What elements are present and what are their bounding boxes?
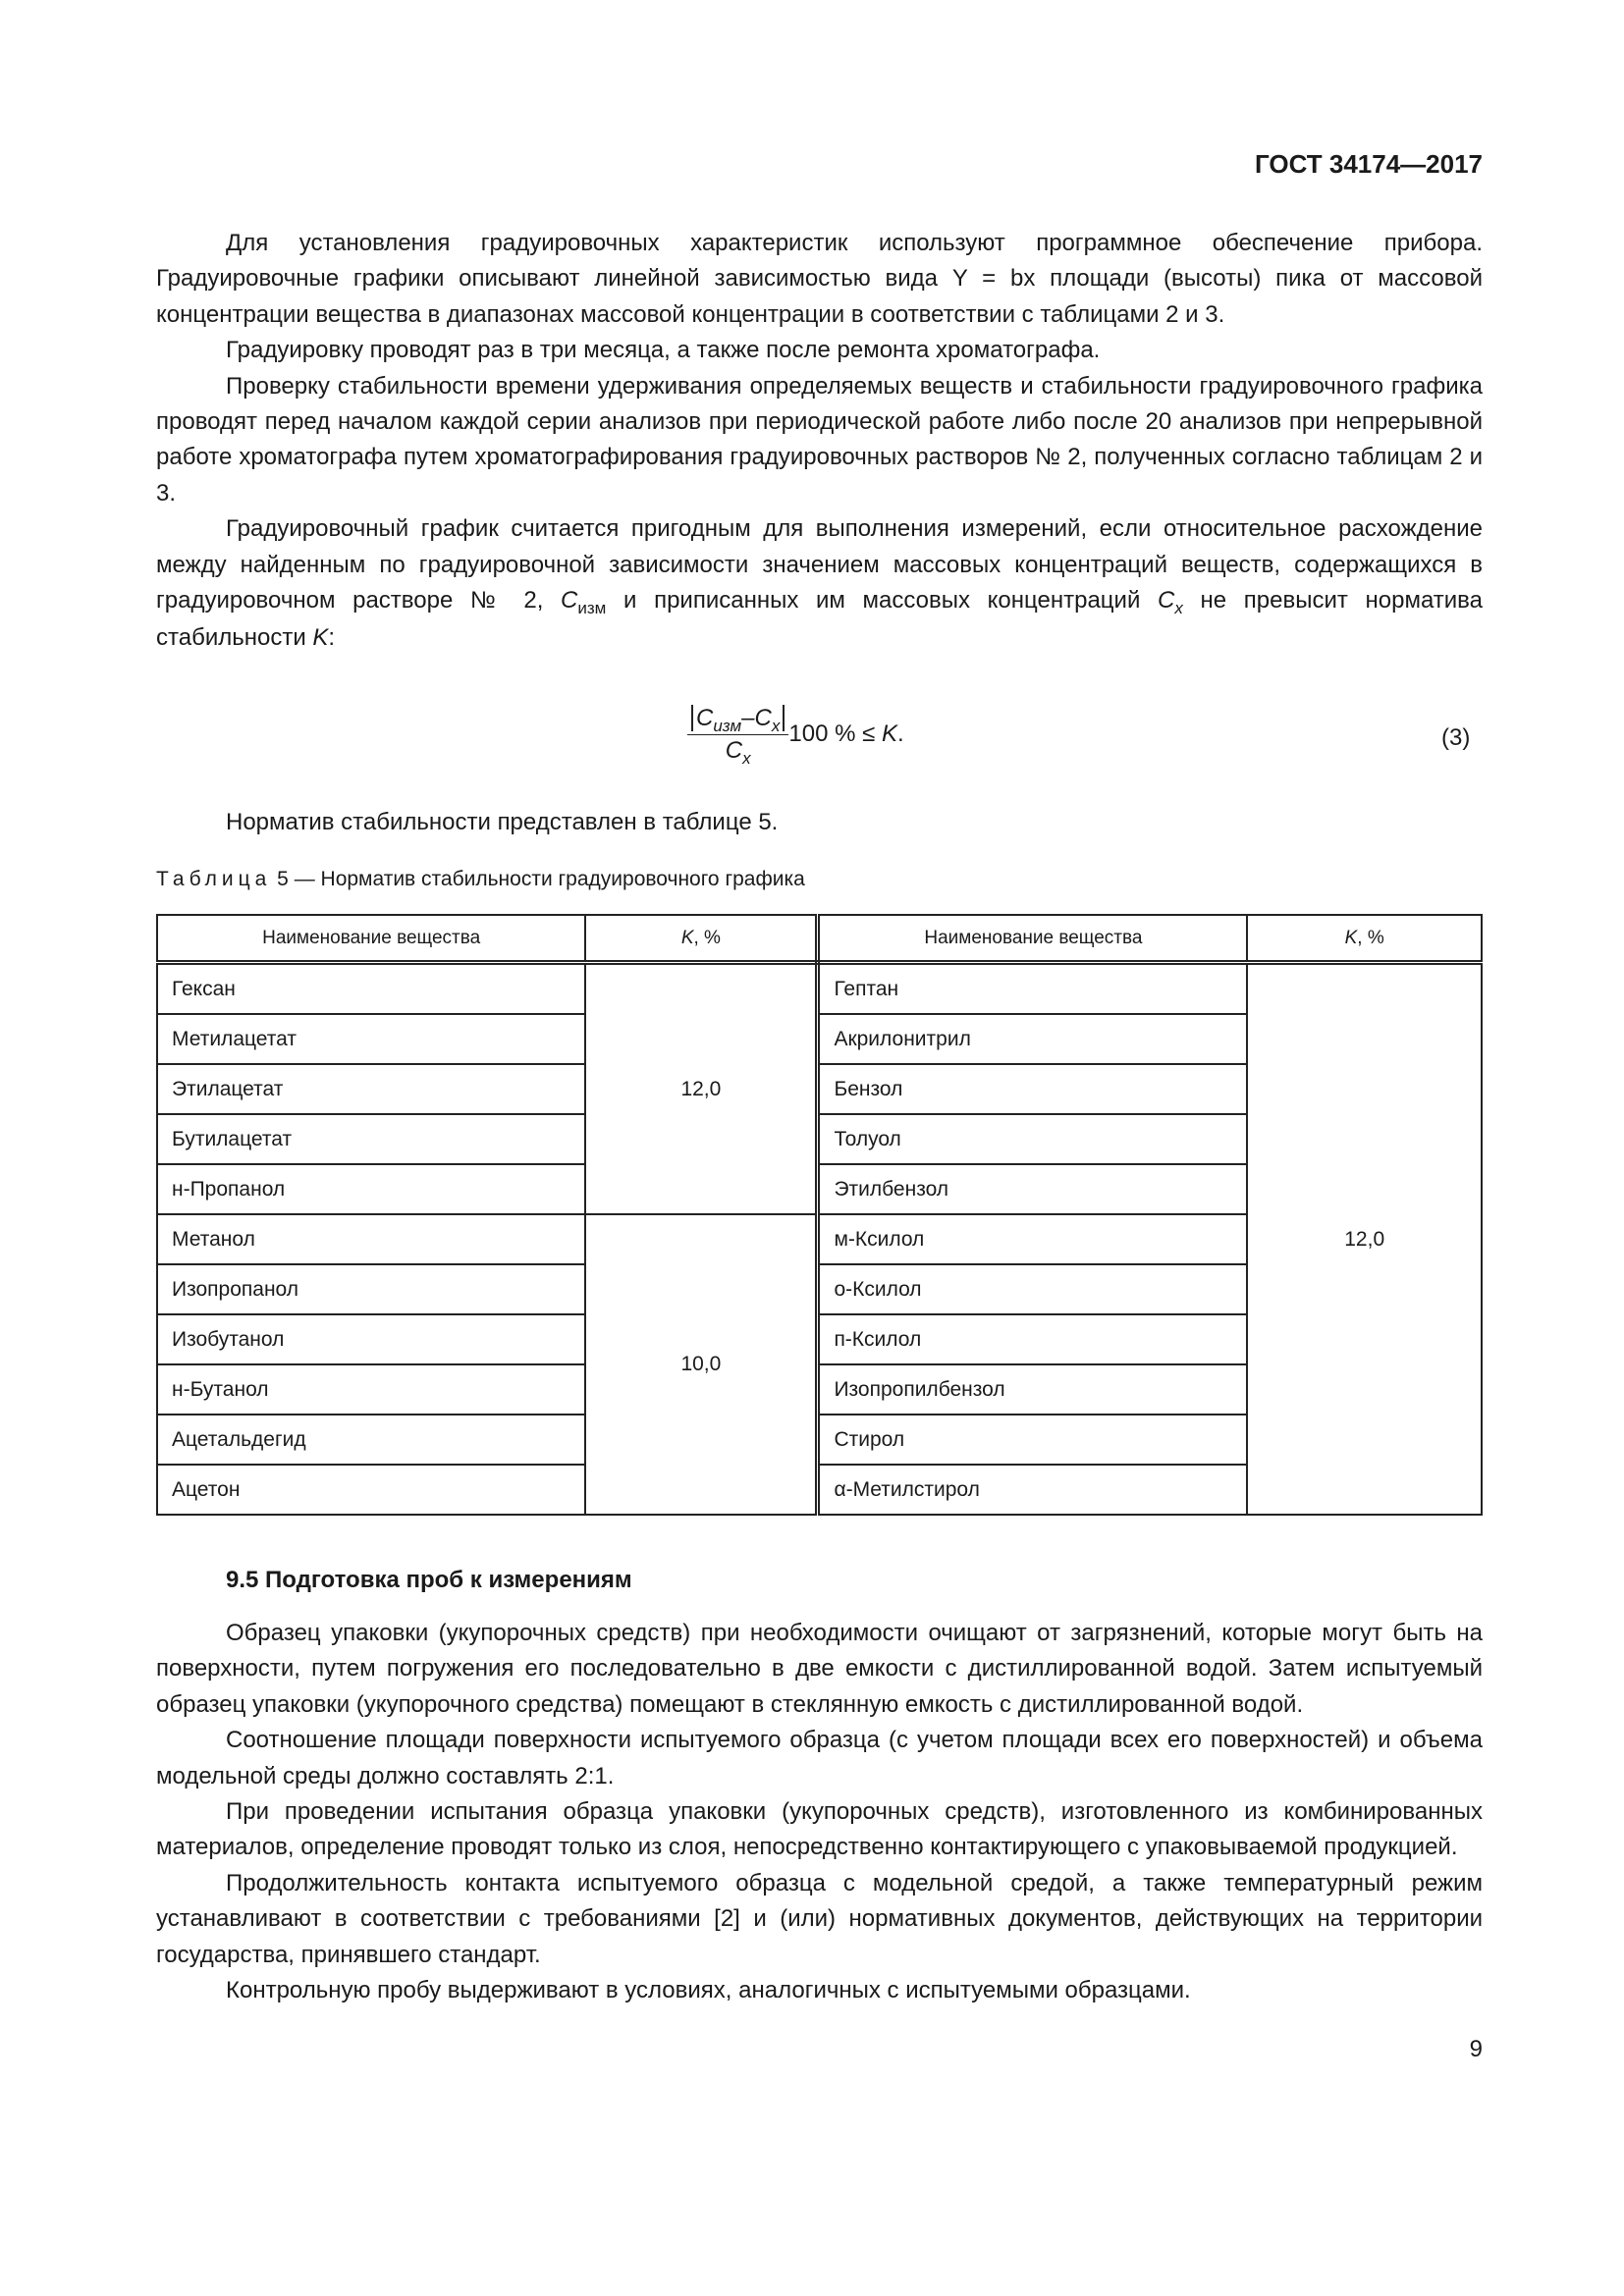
left-substance: Бутилацетат (157, 1114, 585, 1164)
formula-c-meas: C (696, 705, 714, 731)
left-substance: н-Бутанол (157, 1364, 585, 1415)
right-substance: Изопропилбензол (818, 1364, 1247, 1415)
right-k-value: 12,0 (1247, 963, 1482, 1516)
page-number: 9 (1469, 2036, 1483, 2062)
header-k-unit: , % (693, 927, 721, 948)
paragraph-calibration-frequency: Градуировку проводят раз в три месяца, а также после ремонта хроматографа. (226, 337, 1101, 364)
paragraph-combined-materials: При проведении испытания образца упаковки (укупорочных средств), изготовленного из комбинированных материалов, определение проводят только из слоя, непосредственно контактирующего с упаковываемой продукцией. (156, 1798, 1483, 1861)
formula-fraction (687, 705, 788, 768)
right-substance: Гептан (818, 963, 1247, 1015)
formula-c-x: C (754, 705, 772, 731)
symbol-c-meas: C (561, 587, 578, 614)
header-k-right (1247, 915, 1482, 963)
right-substance: Бензол (818, 1064, 1247, 1114)
left-substance: Метилацетат (157, 1014, 585, 1064)
paragraph-ratio: Соотношение площади поверхности испытуемого образца (с учетом площади всех его поверхностей) и объема модельной среды должно составлять 2:1. (156, 1727, 1483, 1789)
formula-end: . (896, 720, 904, 747)
left-k-value: 12,0 (585, 963, 818, 1215)
left-substance: Этилацетат (157, 1064, 585, 1114)
table-header-row (157, 915, 1482, 963)
table-reference (156, 805, 1483, 840)
document-header: ГОСТ 34174—2017 (1255, 149, 1483, 179)
header-k-unit: , % (1357, 927, 1384, 948)
header-substance-left: Наименование вещества (157, 915, 585, 963)
left-substance: Изобутанол (157, 1314, 585, 1364)
left-substance: Гексан (157, 963, 585, 1015)
table-caption-title: 5 — Норматив стабильности градуировочного графика (271, 868, 805, 890)
left-substance: Изопропанол (157, 1264, 585, 1314)
right-substance: Толуол (818, 1114, 1247, 1164)
section-body (156, 1616, 1483, 2008)
formula-number: (3) (1441, 724, 1471, 751)
right-substance: Акрилонитрил (818, 1014, 1247, 1064)
formula-den-sub: x (742, 749, 751, 768)
left-substance: Метанол (157, 1214, 585, 1264)
symbol-c-x-subscript: x (1174, 599, 1183, 618)
intro-text (156, 226, 1483, 657)
right-substance: α-Метилстирол (818, 1465, 1247, 1515)
formula-numerator (687, 705, 788, 735)
stability-table (156, 914, 1483, 1516)
table-caption (156, 868, 805, 891)
header-k-letter: K (680, 927, 694, 948)
formula-c-meas-sub: изм (713, 717, 742, 735)
paragraph-calibration-software: Для установления градуировочных характеристик используют программное обеспечение прибора. Градуировочные графики описывают линейной зависимостью вида Y = bx площади (высоты) пика от массовой концентрации вещества в диапазонах массовой концентрации в соответствии с таблицами 2 и 3. (156, 230, 1483, 328)
section-heading: 9.5 Подготовка проб к измерениям (226, 1567, 632, 1593)
criterion-text-2: и приписанных им массовых концентраций (606, 587, 1158, 614)
left-k-value: 10,0 (585, 1214, 818, 1515)
paragraph-suitability-criterion (156, 511, 1483, 657)
right-substance: Стирол (818, 1415, 1247, 1465)
header-k-letter: K (1344, 927, 1358, 948)
symbol-c-x: C (1158, 587, 1175, 614)
right-substance: п-Ксилол (818, 1314, 1247, 1364)
right-substance: о-Ксилол (818, 1264, 1247, 1314)
symbol-k: K (312, 624, 329, 652)
paragraph-contact-duration: Продолжительность контакта испытуемого образца с модельной средой, а также температурный режим устанавливают в соответствии с требованиями [2] и (или) нормативных документов, действующих на территории государства, принявшего стандарт. (156, 1869, 1483, 1968)
criterion-text-4: : (328, 624, 336, 652)
paragraph-control-sample: Контрольную пробу выдерживают в условиях, аналогичных с испытуемыми образцами. (226, 1977, 1191, 2004)
criterion-text-3: не превысит норматива стабильности (156, 587, 1483, 652)
table-reference-text: Норматив стабильности представлен в таблице 5. (226, 809, 779, 835)
table-row (157, 963, 1482, 1015)
paragraph-stability-check: Проверку стабильности времени удерживания определяемых веществ и стабильности градуировочного графика проводят перед началом каждой серии анализов при периодической работе либо после 20 анализов при непрерывной работе хроматографа путем хроматографирования градуировочных растворов № 2, полученных согласно таблицам 2 и 3. (156, 372, 1483, 507)
formula-k: K (881, 720, 897, 747)
right-substance: Этилбензол (818, 1164, 1247, 1214)
formula-c-x-sub: x (771, 717, 781, 735)
left-substance: н-Пропанол (157, 1164, 585, 1214)
table-caption-word: Таблица (156, 868, 272, 890)
header-k-left (585, 915, 818, 963)
right-substance: м-Ксилол (818, 1214, 1247, 1264)
symbol-c-meas-subscript: изм (577, 599, 607, 618)
left-substance: Ацетальдегид (157, 1415, 585, 1465)
formula-denominator (687, 735, 788, 768)
left-substance: Ацетон (157, 1465, 585, 1515)
paragraph-cleaning: Образец упаковки (укупорочных средств) при необходимости очищают от загрязнений, которые могут быть на поверхности, путем погружения его последовательно в две емкости с дистиллированной водой. Затем испытуемый образец упаковки (укупорочного средства) помещают в стеклянную емкость с дистиллированной водой. (156, 1620, 1483, 1718)
formula-3 (687, 705, 904, 768)
formula-minus: – (741, 705, 755, 731)
formula-den-c: C (725, 737, 743, 764)
formula-rest: 100 % ≤ (788, 720, 882, 747)
criterion-text-1: Градуировочный график считается пригодным для выполнения измерений, если относительное расхождение между найденным по градуировочной зависимости значением массовых концентраций веществ, содержащихся в градуировочном растворе № 2, (156, 515, 1483, 614)
header-substance-right: Наименование вещества (818, 915, 1247, 963)
